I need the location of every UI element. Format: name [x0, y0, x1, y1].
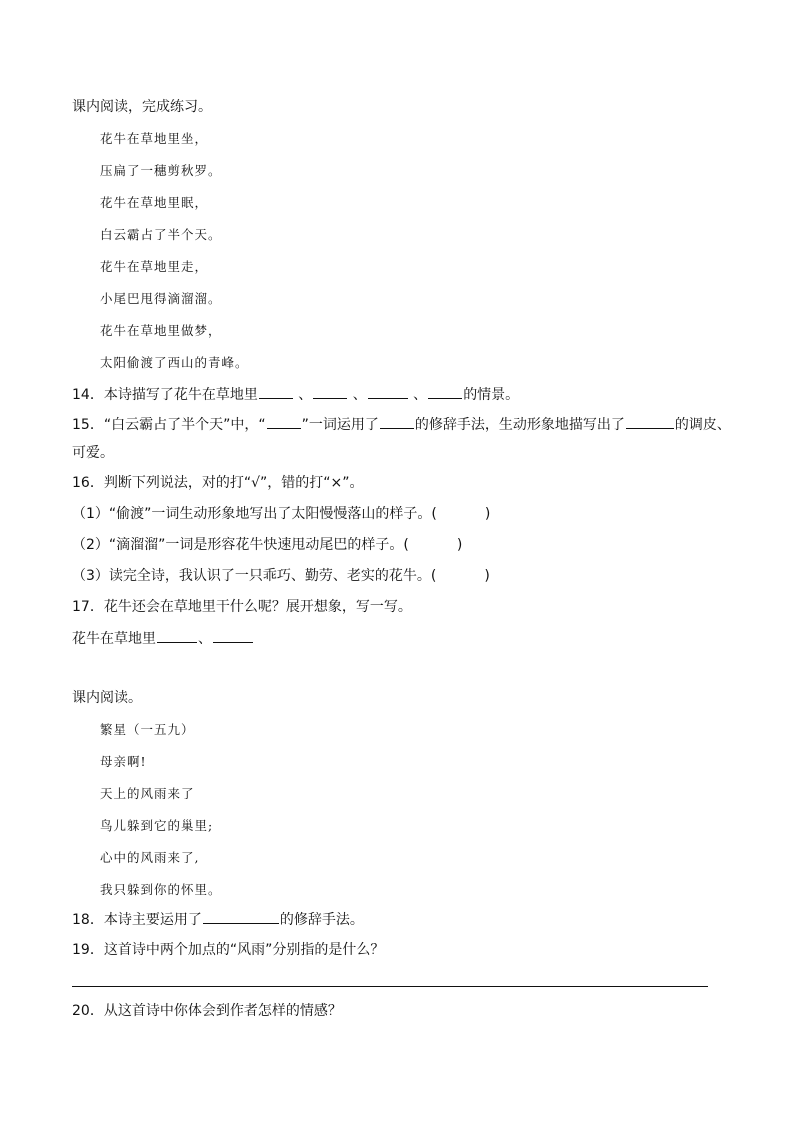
q16-item-1-close: ): [484, 506, 491, 522]
question-19: 19．这首诗中两个加点的“风雨”分别指的是什么？: [72, 942, 385, 958]
q16-item-1-text: （1）“偷渡”一词生动形象地写出了太阳慢慢落山的样子。(: [72, 506, 437, 522]
q17-blank-1[interactable]: [157, 628, 197, 643]
q16-item-2-text: （2）“滴溜溜”一词是形容花牛快速甩动尾巴的样子。(: [72, 537, 409, 553]
q14-blank-2[interactable]: [313, 384, 347, 399]
section2-heading: 课内阅读。: [72, 690, 142, 706]
poem1-line-6: 小尾巴甩得滴溜溜。: [100, 291, 222, 306]
q14-blank-4[interactable]: [428, 384, 462, 399]
poem2-line-5: 我只躲到你的怀里。: [100, 882, 222, 897]
poem2-line-4: 心中的风雨来了,: [100, 850, 200, 865]
q19-answer-line[interactable]: [72, 986, 708, 987]
poem1-line-7: 花牛在草地里做梦，: [100, 323, 222, 338]
question-16: 16．判断下列说法，对的打“√”，错的打“×”。: [72, 475, 364, 491]
poem2-title: 繁星（一五九）: [100, 722, 195, 737]
poem1-line-2: 压扁了一穗剪秋罗。: [100, 163, 222, 178]
q16-item-3-text: （3）读完全诗，我认识了一只乖巧、勤劳、老实的花牛。(: [72, 568, 437, 584]
q16-item-2: [72, 535, 462, 555]
question-17: 17．花牛还会在草地里干什么呢？展开想象，写一写。: [72, 599, 412, 615]
q15-blank-1[interactable]: [267, 414, 301, 429]
poem1-line-5: 花牛在草地里走，: [100, 259, 209, 274]
q14-prefix: 14．本诗描写了花牛在草地里: [72, 387, 258, 403]
q16-item-1: [72, 504, 490, 524]
section1-heading: 课内阅读，完成练习。: [72, 99, 212, 115]
q18-blank[interactable]: [203, 909, 279, 924]
q15-part-3: 的修辞手法，生动形象地描写出了: [414, 417, 625, 433]
poem1-line-8: 太阳偷渡了西山的青峰。: [100, 355, 249, 370]
q17-answer-prefix: 花牛在草地里: [72, 631, 156, 647]
question-20: 20．从这首诗中你体会到作者怎样的情感？: [72, 1003, 342, 1019]
q17-answer-line: [72, 628, 254, 649]
q14-suffix: 的情景。: [463, 387, 520, 403]
q14-sep-3: 、: [408, 387, 428, 403]
poem1-line-1: 花牛在草地里坐，: [100, 131, 209, 146]
question-15: [72, 414, 731, 435]
q17-answer-sep: 、: [198, 631, 212, 647]
q16-item-3-close: ): [484, 568, 490, 584]
poem2-line-1: 母亲啊!: [100, 754, 147, 769]
q17-blank-2[interactable]: [213, 628, 253, 643]
question-15-line-2: 可爱。: [72, 445, 114, 461]
q14-sep-1: 、: [293, 387, 313, 403]
q15-part-4: 的调皮、: [674, 417, 731, 433]
q14-sep-2: 、: [348, 387, 367, 403]
poem2-line-3: 鸟儿躲到它的巢里;: [100, 818, 214, 833]
poem1-line-4: 白云霸占了半个天。: [100, 227, 222, 242]
q14-blank-1[interactable]: [259, 384, 293, 399]
poem2-line-2: 天上的风雨来了: [100, 786, 195, 801]
poem1-line-3: 花牛在草地里眠，: [100, 195, 209, 210]
question-14: [72, 384, 519, 405]
q15-blank-2[interactable]: [380, 414, 414, 429]
q16-item-2-close: ): [456, 537, 463, 553]
q15-part-2: ”一词运用了: [301, 417, 379, 433]
q15-part-1: 15．“白云霸占了半个天”中，“: [72, 417, 266, 433]
q18-prefix: 18．本诗主要运用了: [72, 912, 202, 928]
q16-item-3: [72, 566, 490, 586]
q14-blank-3[interactable]: [368, 384, 408, 399]
q18-suffix: 的修辞手法。: [279, 912, 364, 928]
q15-blank-3[interactable]: [626, 414, 674, 429]
question-18: [72, 909, 364, 930]
